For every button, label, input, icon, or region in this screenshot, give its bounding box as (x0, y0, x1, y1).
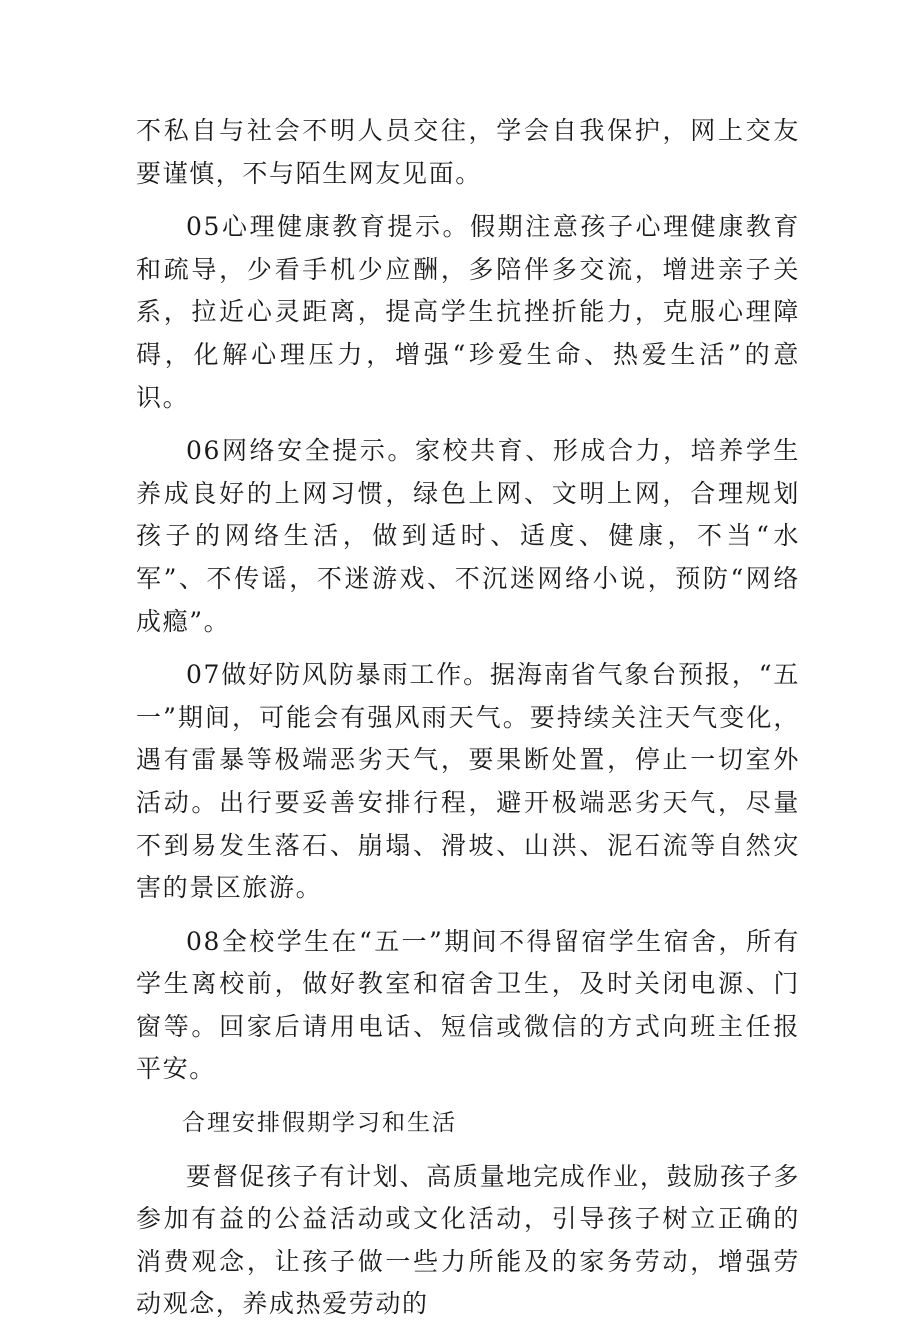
paragraph-item-06: 06网络安全提示。家校共育、形成合力，培养学生养成良好的上网习惯，绿色上网、文明上网，合理规划孩子的网络生活，做到适时、适度、健康，不当“水军”、不传谣，不迷游戏、不沉迷网络小说，预防“网络成瘾”。 (136, 436, 800, 636)
paragraph-item-05: 05心理健康教育提示。假期注意孩子心理健康教育和疏导，少看手机少应酬，多陪伴多交流，增进亲子关系，拉近心灵距离，提高学生抗挫折能力，克服心理障碍，化解心理压力，增强“珍爱生命、热爱生活”的意识。 (136, 212, 800, 412)
paragraph-section-body: 要督促孩子有计划、高质量地完成作业，鼓励孩子多参加有益的公益活动或文化活动，引导孩子树立正确的消费观念，让孩子做一些力所能及的家务劳动，增强劳动观念，养成热爱劳动的 (136, 1161, 800, 1319)
document-body (136, 110, 800, 1337)
section-heading: 合理安排假期学习和生活 (182, 1110, 457, 1137)
paragraph-item-07: 07做好防风防暴雨工作。据海南省气象台预报，“五一”期间，可能会有强风雨天气。要持续关注天气变化，遇有雷暴等极端恶劣天气，要果断处置，停止一切室外活动。出行要妥善安排行程，避开极端恶劣天气，尽量不到易发生落石、崩塌、滑坡、山洪、泥石流等自然灾害的景区旅游。 (136, 660, 800, 903)
paragraph-continuation: 不私自与社会不明人员交往，学会自我保护，网上交友要谨慎，不与陌生网友见面。 (136, 116, 800, 188)
paragraph-item-08: 08全校学生在“五一”期间不得留宿学生宿舍，所有学生离校前，做好教室和宿舍卫生，及时关闭电源、门窗等。回家后请用电话、短信或微信的方式向班主任报平安。 (136, 926, 800, 1084)
